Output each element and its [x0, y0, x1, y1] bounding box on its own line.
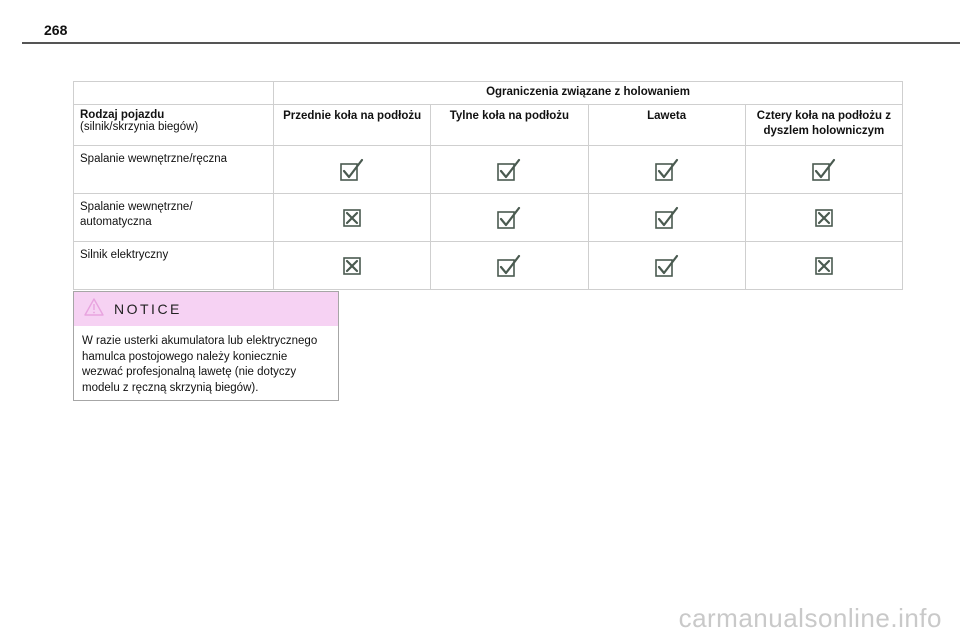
towing-restrictions-table: [73, 81, 903, 290]
mark-cell: [274, 146, 431, 194]
mark-cell: [745, 194, 902, 242]
table-row: [74, 194, 903, 242]
column-header-front-wheels: Przednie koła na podłożu: [274, 105, 431, 146]
mark-cell: [431, 146, 588, 194]
header-divider: [22, 42, 960, 44]
mark-cell: [431, 194, 588, 242]
allowed-check-icon: [496, 212, 522, 224]
allowed-check-icon: [496, 260, 522, 272]
notice-header: [74, 292, 338, 326]
row-header-title: Rodzaj pojazdu: [80, 109, 165, 121]
mark-cell: [588, 242, 745, 290]
notice-box: [73, 291, 339, 401]
prohibited-x-icon: [814, 212, 834, 224]
column-header-four-wheels-towbar: Cztery koła na podłożu z dyszlem holowniczym: [745, 105, 902, 146]
column-header-rear-wheels: Tylne koła na podłożu: [431, 105, 588, 146]
mark-cell: [274, 242, 431, 290]
mark-cell: [588, 146, 745, 194]
warning-triangle-icon: [84, 298, 104, 321]
allowed-check-icon: [654, 260, 680, 272]
allowed-check-icon: [654, 212, 680, 224]
table-corner-cell: [74, 82, 274, 105]
table-group-header: Ograniczenia związane z holowaniem: [274, 82, 903, 105]
notice-body: W razie usterki akumulatora lub elektrycznego hamulca postojowego należy koniecznie wezwać profesjonalną lawetę (nie dotyczy modelu z ręczną skrzynią biegów).: [82, 335, 318, 394]
allowed-check-icon: [811, 164, 837, 176]
row-label: Silnik elektryczny: [74, 242, 274, 290]
table-row: [74, 146, 903, 194]
prohibited-x-icon: [342, 212, 362, 224]
page-number: 268: [44, 22, 68, 38]
row-label: Spalanie wewnętrzne/ automatyczna: [74, 194, 274, 242]
allowed-check-icon: [496, 164, 522, 176]
allowed-check-icon: [654, 164, 680, 176]
mark-cell: [588, 194, 745, 242]
row-header-cell: [74, 105, 274, 146]
table-row: [74, 242, 903, 290]
row-header-subtitle: (silnik/skrzynia biegów): [80, 121, 199, 133]
prohibited-x-icon: [342, 260, 362, 272]
mark-cell: [745, 242, 902, 290]
notice-title: NOTICE: [114, 301, 182, 317]
mark-cell: [745, 146, 902, 194]
prohibited-x-icon: [814, 260, 834, 272]
mark-cell: [431, 242, 588, 290]
row-label: Spalanie wewnętrzne/ręczna: [74, 146, 274, 194]
column-header-flatbed: Laweta: [588, 105, 745, 146]
mark-cell: [274, 194, 431, 242]
site-watermark: carmanualsonline.info: [678, 603, 942, 633]
allowed-check-icon: [339, 164, 365, 176]
